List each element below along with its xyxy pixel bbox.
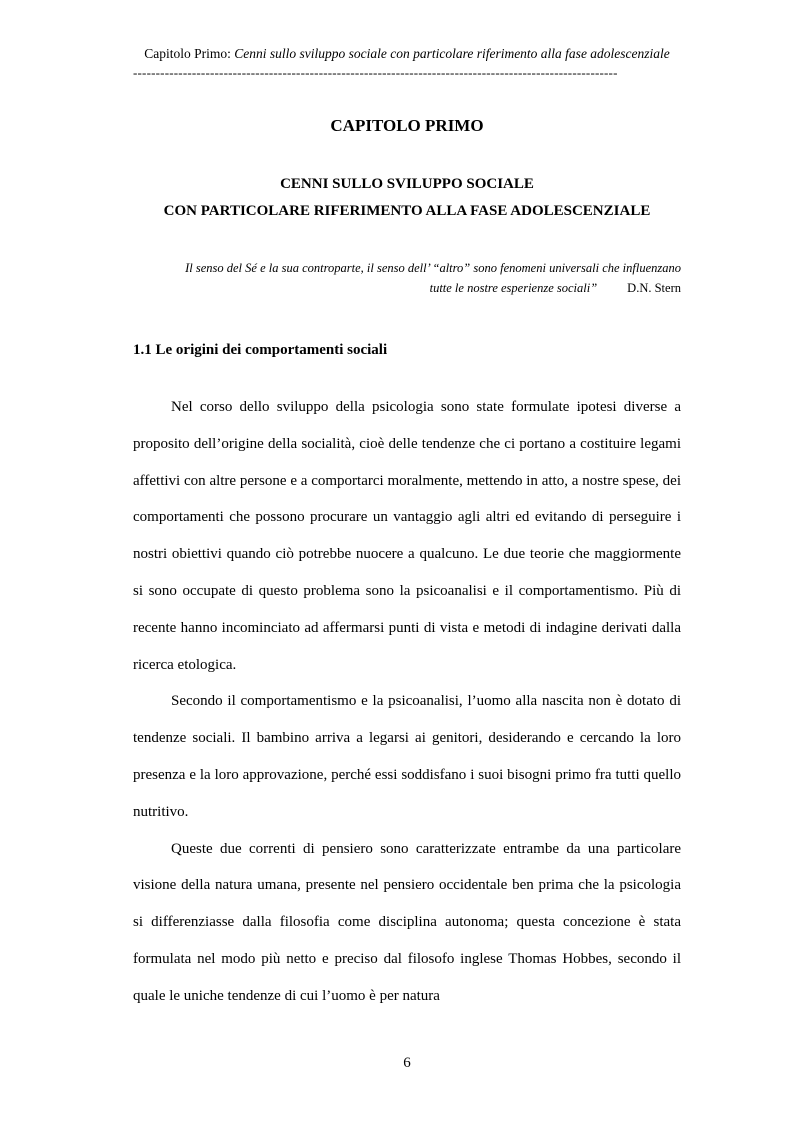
body-text bbox=[133, 389, 681, 1015]
epigraph-line-1: Il senso del Sé e la sua controparte, il senso dell’ “altro” sono fenomeni universali che influenzano bbox=[185, 261, 681, 275]
running-header-prefix: Capitolo Primo: bbox=[144, 46, 235, 61]
body-paragraph: Secondo il comportamentismo e la psicoanalisi, l’uomo alla nascita non è dotato di tendenze sociali. Il bambino arriva a legarsi ai genitori, desiderando e cercando la loro presenza e la loro approvazione, perché essi soddisfano i suoi bisogni primo fra tutti quello nutritivo. bbox=[133, 693, 681, 820]
chapter-subtitle-line-2: CON PARTICOLARE RIFERIMENTO ALLA FASE ADOLESCENZIALE bbox=[163, 203, 651, 219]
body-paragraph: Queste due correnti di pensiero sono caratterizzate entrambe da una particolare visione della natura umana, presente nel pensiero occidentale ben prima che la psicologia si differenziasse dalla filosofia come disciplina autonoma; questa concezione è stata formulata nel modo più netto e preciso dal filosofo inglese Thomas Hobbes, secondo il quale le uniche tendenze di cui l’uomo è per natura bbox=[133, 840, 681, 1004]
running-header bbox=[133, 46, 681, 62]
epigraph-line-2: tutte le nostre esperienze sociali” bbox=[429, 281, 598, 295]
epigraph-author: D.N. Stern bbox=[627, 281, 681, 295]
section-heading: 1.1 Le origini dei comportamenti sociali bbox=[133, 342, 388, 358]
page-number: 6 bbox=[403, 1055, 411, 1071]
header-dashed-rule: ----------------------------------------------------------------------------------------------------------- bbox=[133, 65, 618, 80]
running-header-title: Cenni sullo sviluppo sociale con particolare riferimento alla fase adolescenziale bbox=[234, 46, 670, 61]
chapter-subtitle-line-1: CENNI SULLO SVILUPPO SOCIALE bbox=[280, 176, 534, 192]
chapter-title: CAPITOLO PRIMO bbox=[330, 116, 484, 135]
body-paragraph: Nel corso dello sviluppo della psicologia sono state formulate ipotesi diverse a proposito dell’origine della socialità, cioè delle tendenze che ci portano a costituire legami affettivi con altre persone e a comportarci moralmente, mettendo in atto, a nostre spese, dei comportamenti che possono procurare un vantaggio agli altri ed evitando di perseguire i nostri obiettivi quando ciò potrebbe nuocere a qualcuno. Le due teorie che maggiormente si sono occupate di questo problema sono la psicoanalisi e il comportamentismo. Più di recente hanno incominciato ad affermarsi punti di vista e metodi di indagine derivati dalla ricerca etologica. bbox=[133, 399, 681, 673]
epigraph bbox=[133, 258, 681, 298]
